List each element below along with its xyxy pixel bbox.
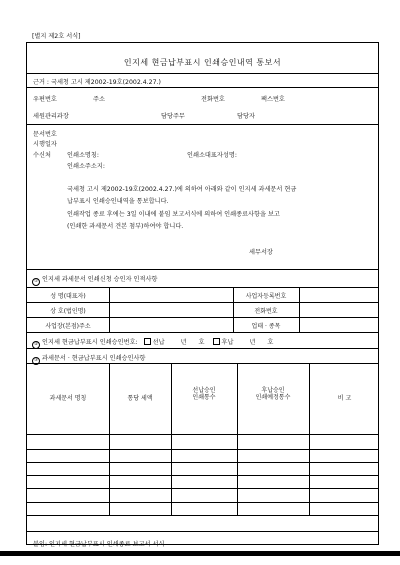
year-label: 년	[249, 339, 256, 346]
business-type-label: 업태 · 종목	[251, 323, 281, 330]
divider	[27, 269, 378, 270]
phone-number-label: 전화번호	[254, 308, 278, 315]
applicant-name-label: 성 명(대표자)	[50, 293, 86, 300]
phone-label: 전화번호	[201, 96, 225, 103]
company-name-label: 상 호(법인명)	[50, 308, 86, 315]
section-number: ①	[33, 279, 39, 284]
section-number: ③	[33, 358, 39, 363]
col-header-postpay-count: 후납승인 인쇄예정통수	[255, 387, 291, 401]
divider	[27, 87, 378, 88]
divider	[27, 348, 378, 349]
table-rule	[237, 363, 238, 515]
form-tag: [별지 제2호 서식]	[32, 33, 81, 40]
body-line-1: 국세청 고시 제2002-19호(2002.4.27.)에 의하여 아래와 같이 인지세 과세문서 현금	[67, 186, 297, 193]
address-label: 주소	[93, 96, 105, 103]
section-1-label: 인지세 과세문서 인쇄신청 승인자 인적사항	[42, 276, 158, 283]
table-rule	[27, 475, 378, 476]
date-label: 시행일자	[33, 141, 57, 148]
attachment-note: 붙임: 인지세 현금납부표시 인쇄종료 보고서 서식	[33, 541, 165, 548]
signature: 세무서장	[249, 249, 273, 256]
postal-label: 우편번호	[33, 96, 57, 103]
form-title: 인지세 현금납부표시 인쇄승인내역 통보서	[123, 58, 282, 67]
table-rule	[27, 332, 378, 333]
table-rule	[171, 363, 172, 515]
page-bottom-bar	[0, 551, 400, 556]
doc-number-label: 문서번호	[33, 131, 57, 138]
clerk-label: 담당자	[237, 113, 255, 120]
table-rule	[27, 462, 378, 463]
staff-label: 담당주무	[161, 113, 185, 120]
table-rule	[109, 287, 110, 332]
table-rule	[27, 287, 378, 288]
body-line-3: 인쇄작업 종료 후에는 3일 이내에 붙임 보고서식에 의하여 인쇄종료사항을 보고	[67, 211, 280, 218]
printer-rep-label: 인쇄소대표자성명:	[187, 152, 237, 159]
business-reg-label: 사업자등록번호	[245, 293, 287, 300]
year-label: 년	[180, 339, 187, 346]
basis-text: 근거 : 국세청 고시 제2002-19호(2002.4.27.)	[33, 79, 161, 86]
number-label: 호	[198, 339, 205, 346]
table-rule	[299, 287, 300, 332]
notice-form	[26, 42, 379, 548]
col-header-remarks: 비 고	[337, 395, 352, 402]
tax-office-label: 세원관리과장	[33, 113, 69, 120]
col-header-doc-name: 과세문서 명칭	[49, 395, 87, 402]
table-rule	[27, 317, 378, 318]
postpay-checkbox[interactable]	[213, 338, 220, 345]
table-rule	[109, 363, 110, 515]
printer-name-label: 인쇄소명칭:	[67, 152, 99, 159]
divider	[27, 124, 378, 125]
table-rule	[27, 363, 378, 364]
body-line-2: 납부표시 인쇄승인내역을 통보합니다.	[67, 198, 169, 205]
prepay-checkbox[interactable]	[144, 338, 151, 345]
table-rule	[27, 302, 378, 303]
approval-number-label: 인지세 현금납부표시 인쇄승인번호:	[42, 339, 138, 346]
prepay-label: 선납	[152, 339, 165, 346]
table-rule	[309, 363, 310, 515]
table-rule	[27, 502, 378, 503]
section-number: ②	[33, 342, 39, 347]
section-3-label: 과세문서 · 현금납부표시 인쇄승인사항	[42, 355, 146, 362]
body-line-4: (인쇄한 과세문서 견본 첨부)하여야 합니다.	[67, 223, 184, 230]
printer-address-label: 인쇄소주소지:	[67, 163, 105, 170]
table-rule	[27, 515, 378, 516]
col-header-tax-per-copy: 통당 세액	[127, 395, 153, 402]
recipient-label: 수신처	[33, 152, 51, 159]
number-label: 호	[267, 339, 274, 346]
col-header-prepay-count: 선납승인 인쇄통수	[192, 387, 216, 401]
table-rule	[27, 449, 378, 450]
table-rule	[27, 434, 378, 435]
business-address-label: 사업장(본점)주소	[45, 323, 91, 330]
section-1-title	[32, 274, 157, 286]
fax-label: 팩스번호	[261, 96, 285, 103]
divider	[27, 73, 378, 74]
postpay-label: 후납	[221, 339, 234, 346]
table-rule	[27, 488, 378, 489]
divider	[27, 531, 378, 532]
